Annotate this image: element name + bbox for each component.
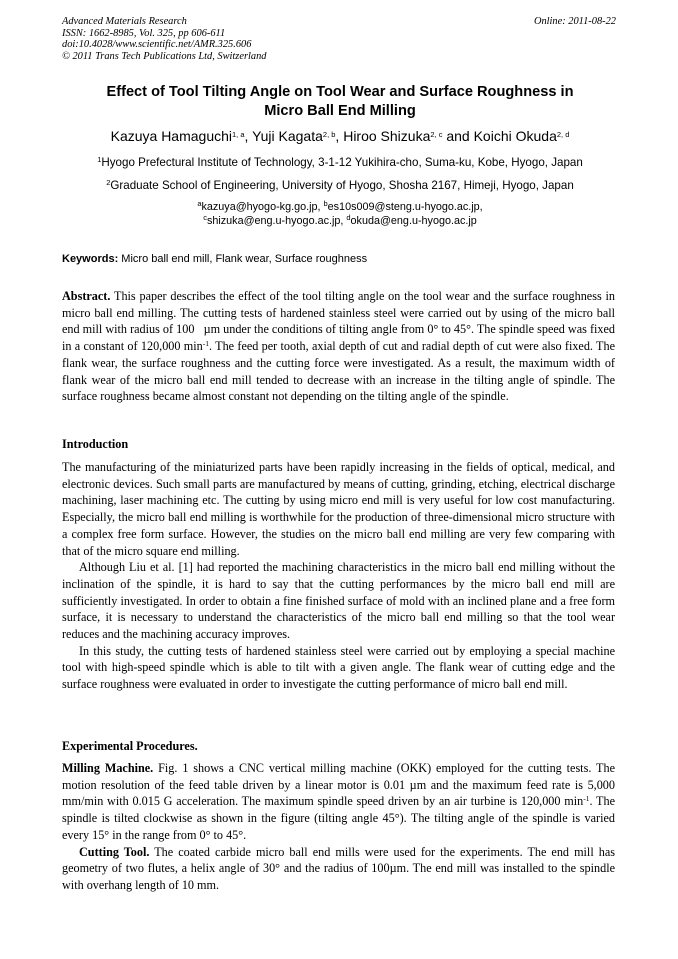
cutting-tool-text: The coated carbide micro ball end mills were used for the experiments. The end mill has geometry of two flutes, a helix angle of 30° and the radius of 100µm. The end mill was installed to the spindle with overhang length of 10 mm.: [62, 844, 615, 892]
milling-machine-label: Milling Machine.: [62, 761, 154, 775]
email-d: okuda@eng.u-hyogo.ac.jp: [350, 215, 477, 227]
keywords: [62, 252, 367, 266]
email-line-1: [60, 200, 620, 214]
milling-machine-text-1: Fig. 1 shows a CNC vertical milling machine (OKK) employed for the cutting tests. The motion resolution of the feed table driven by a linear motor is 0.01 µm and the maximum feed rate is 5,000 mm/min with 0.015 G acceleration. The maximum spindle speed driven by an air turbine is 120,000 min: [62, 761, 615, 809]
journal-header: [62, 16, 266, 62]
intro-paragraph-1: The manufacturing of the miniaturized parts have been rapidly increasing in the fields of optical, medical, and electronic devices. Such small parts are manufactured by means of cutting, grinding, etching, electrical discharge machining, laser machining etc. The cutting by using micro end mill is very useful for low cost manufacturing. Especially, the micro ball end milling is worthwhile for the production of three-dimensional micro structure with a complex free form surface. However, the studies on the micro ball end milling are very few comparing with that of the micro square end milling.: [62, 460, 615, 558]
email-a: kazuya@hyogo-kg.go.jp,: [201, 201, 324, 213]
abstract-sup: -1: [202, 338, 210, 348]
email-line-2: [60, 214, 620, 228]
author-sup: 1, a: [232, 129, 245, 139]
keywords-label: Keywords:: [62, 253, 119, 265]
title-line-1: Effect of Tool Tilting Angle on Tool Wear and Surface Roughness in: [106, 84, 574, 100]
author-sup: 2, b: [322, 129, 336, 139]
author-name: Hiroo Shizuka: [343, 128, 431, 144]
intro-paragraph-2: Although Liu et al. [1] had reported the machining characteristics in the micro ball end milling without the inclination of the spindle, it is hard to say that the cutting performances by the micro ball end mill are sufficiently investigated. In order to obtain a fine finished surface of mold with an inclined plane and a free form surface, it is necessary to understand the characteristics of the micro ball end milling so that the tool wear reduces and the machining accuracy improves.: [62, 560, 615, 642]
affiliation-2: [40, 178, 640, 193]
email-sup: b: [323, 198, 328, 208]
abstract-label: Abstract.: [62, 289, 111, 303]
author-sup: 2, d: [556, 129, 570, 139]
experimental-heading: Experimental Procedures.: [62, 739, 198, 753]
author-sep: ,: [335, 128, 344, 144]
online-date: Online: 2011-08-22: [533, 16, 616, 27]
journal-name: Advanced Materials Research: [62, 16, 187, 27]
introduction-heading: Introduction: [62, 437, 129, 451]
email-sup: d: [346, 212, 351, 222]
email-b: es10s009@steng.u-hyogo.ac.jp,: [327, 201, 483, 213]
author-list: [50, 126, 630, 146]
author-name: Koichi Okuda: [473, 128, 557, 144]
cutting-tool-paragraph: [62, 844, 615, 894]
author-sup: 2, c: [430, 129, 443, 139]
issn: ISSN: 1662-8985, Vol. 325, pp 606-611: [62, 27, 226, 39]
abstract: [62, 288, 619, 405]
author-sep: ,: [244, 128, 253, 144]
milling-machine-sup: -1: [583, 794, 590, 804]
milling-machine-paragraph: [62, 760, 615, 844]
experimental-body: [62, 760, 615, 894]
keywords-text: Micro ball end mill, Flank wear, Surface roughness: [118, 253, 368, 265]
affiliation-text: Hyogo Prefectural Institute of Technology, 3-1-12 Yukihira-cho, Suma-ku, Kobe, Hyogo, Japan: [101, 156, 583, 169]
author-name: Kazuya Hamaguchi: [110, 128, 233, 144]
paper-title: [60, 83, 620, 121]
title-line-2: Micro Ball End Milling: [264, 103, 416, 119]
intro-paragraph-3: In this study, the cutting tests of hardened stainless steel were carried out by employing a special machine tool with high-speed spindle which is able to tilt with a given angle. The flank wear of cutting edge and the surface roughness were evaluated in order to investigate the cutting performance of micro ball end mill.: [62, 643, 615, 692]
doi: doi:10.4028/www.scientific.net/AMR.325.606: [62, 39, 252, 51]
affiliation-text: Graduate School of Engineering, University of Hyogo, Shosha 2167, Himeji, Hyogo, Japan: [110, 179, 574, 192]
author-sep: and: [442, 128, 474, 144]
email-c: shizuka@eng.u-hyogo.ac.jp,: [206, 215, 347, 227]
abstract-text-2: . The feed per tooth, axial depth of cut and radial depth of cut were also fixed. The flank wear, the surface roughness and the cutting force were investigated. As a result, the maximum width of flank wear of the micro ball end mill tended to decrease with an increase in the tilting angle of spindle. The surface roughness became almost constant not depending on the tilting angle of the spindle.: [62, 339, 616, 404]
email-sup: a: [197, 198, 202, 208]
author-name: Yuji Kagata: [252, 128, 323, 144]
affiliation-1: [40, 155, 640, 170]
introduction-body: [62, 459, 615, 693]
email-sup: c: [203, 212, 207, 222]
abstract-text-1: This paper describes the effect of the tool tilting angle on the tool wear and the surface roughness in micro ball end milling. The cutting tests of hardened stainless steel were carried out by using of the micro ball end mill with radius of 100 µm under the conditions of tilting angle from 0° to 45°. The spindle speed was fixed in a constant of 120,000 min: [62, 289, 619, 354]
copyright: © 2011 Trans Tech Publications Ltd, Switzerland: [62, 50, 267, 62]
affiliation-sup: 1: [97, 154, 102, 164]
cutting-tool-label: Cutting Tool.: [79, 844, 150, 859]
milling-machine-text-2: . The spindle is tilted clockwise as shown in the figure (tilting angle 45°). The tilting angle of the spindle is varied every 15° in the range from 0° to 45°.: [62, 794, 615, 842]
affiliation-sup: 2: [106, 177, 111, 187]
